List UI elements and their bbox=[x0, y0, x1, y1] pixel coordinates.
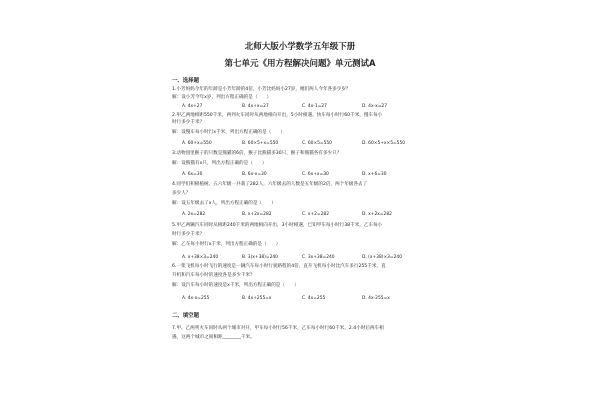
q6-question-line1: 6.一架飞机每小时飞行的速度是一辆汽车每小时行驶路程的4倍，直升飞机每小时比汽车多行255千米，直 bbox=[172, 264, 386, 269]
q6-option-d: D. 4x-255=x bbox=[362, 296, 390, 301]
q3-option-c: C. 6x+x=30 bbox=[302, 172, 329, 177]
q3-answer: 解：设熊猫有x只，列出方程正确的是（ ） bbox=[172, 161, 267, 166]
q6-option-c: C. 4x=255 bbox=[302, 296, 326, 301]
q5-option-c: C. 3x+38=240 bbox=[302, 255, 335, 260]
q2-option-c: C. 60×5=550 bbox=[302, 141, 332, 146]
q1-answer: 解：设小芳今年x岁，列出方程正确的是（ ） bbox=[172, 95, 272, 100]
q3-option-b: B. 6x-x=30 bbox=[242, 172, 267, 177]
q5-option-a: A. x+38×3=240 bbox=[182, 255, 219, 260]
q4-option-d: D. x+2x=282 bbox=[362, 212, 392, 217]
q1-question: 1.小芳妈妈今年的年龄是小芳年龄的4倍，小芳比妈妈小27岁，她们两人今年各多少岁？ bbox=[172, 87, 351, 92]
q2-option-d: D. 60×5+x×5=550 bbox=[362, 141, 406, 146]
q1-option-b: B. 4x+x=27 bbox=[242, 104, 269, 109]
q4-option-a: A. 2x=282 bbox=[182, 212, 206, 217]
q2-answer: 解：设慢车每小时行x千米，列出方程正确的是（ ） bbox=[172, 130, 285, 135]
q5-answer: 解：乙车每小时行x千米，列出方程正确的是（ ） bbox=[172, 242, 281, 247]
q5-option-d: D. (x+38)×3=240 bbox=[362, 255, 402, 260]
document-title-line1: 北师大版小学数学五年级下册 bbox=[244, 42, 356, 52]
q2-option-b: B. 60×5+x=550 bbox=[242, 141, 279, 146]
q6-answer: 解：设汽车每小时的速度是x千米，列出方程正确的是（ ） bbox=[172, 283, 299, 288]
q3-option-a: A. 6x=30 bbox=[182, 172, 203, 177]
q5-option-b: B. 3(x+38)=240 bbox=[242, 255, 278, 260]
q7-question-line1: 7.甲、乙两列火车同时从两个城市对开，甲车每小时行56千米，乙车每小时行60千米，2.4小时后两车相 bbox=[172, 326, 384, 331]
q1-option-d: D. 4x-x=27 bbox=[362, 104, 388, 109]
q2-question-line2: 时行多少千米？ bbox=[172, 120, 205, 125]
q2-option-a: A. 60+x=550 bbox=[182, 141, 212, 146]
q5-question-line1: 5.甲乙两辆汽车同时从相距240千米的两地相向开出，3小时相遇，已知甲车每小时行38千米，乙车每小 bbox=[172, 223, 383, 228]
q1-option-c: C. 4x-1=27 bbox=[302, 104, 327, 109]
q7-question-line2: 遇，这两个城市之间相距________千米。 bbox=[172, 335, 255, 340]
q4-question-line1: 4.同学们积极植树。五六年级一共栽了282人，六年级去的人数是五年级的2倍，两个年级各去了 bbox=[172, 182, 368, 187]
q3-option-d: D. x+6=30 bbox=[362, 172, 387, 177]
document-title-line2: 第七单元《用方程解决问题》单元测试A bbox=[224, 59, 376, 69]
section-choice-title: 一、选择题 bbox=[172, 78, 199, 84]
q2-question-line1: 2.甲乙两地相距550千米，两列火车同时从两地相向开出，5小时相遇。快车每小时行60千米，慢车每小 bbox=[172, 113, 383, 118]
q3-question: 3.动物园里猴子的只数是熊猫的6倍，猴子比熊猫多30只，猴子和熊猫各有多少只？ bbox=[172, 151, 342, 156]
q5-question-line2: 时行多少千米？ bbox=[172, 232, 205, 237]
q4-option-c: C. x+2=282 bbox=[302, 212, 329, 217]
q4-option-b: B. x+2x=282 bbox=[242, 212, 272, 217]
q4-answer: 解：设五年级去了x人，列出方程正确的是（ ） bbox=[172, 201, 276, 206]
q6-question-line2: 升机和汽车每小时的速度各是多少千米？ bbox=[172, 273, 255, 278]
q6-option-a: A. 4x-x=255 bbox=[182, 296, 210, 301]
q6-option-b: B. 4x+255=x bbox=[242, 296, 272, 301]
q1-option-a: A. 4x+27 bbox=[182, 104, 203, 109]
q4-question-line2: 多少人？ bbox=[172, 191, 191, 196]
section-fill-title: 二、填空题 bbox=[172, 313, 199, 319]
